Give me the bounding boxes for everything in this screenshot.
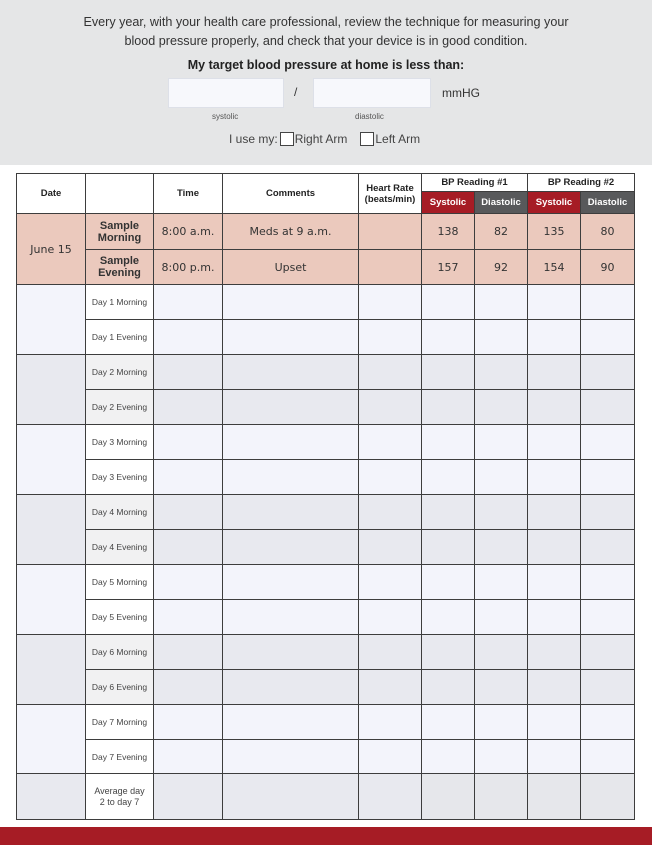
col-header-date: Date (17, 174, 86, 214)
sample-evening-label-line1: Sample (99, 255, 140, 267)
target-separator: / (294, 85, 298, 99)
right-arm-label: Right Arm (294, 132, 348, 146)
time-cell[interactable] (154, 705, 223, 740)
bp2-diastolic-header: Diastolic (581, 192, 635, 214)
target-diastolic-input[interactable] (313, 78, 431, 108)
day-5-evening-label: Day 5 Evening (86, 600, 154, 635)
time-cell[interactable] (154, 565, 223, 600)
target-bp-title: My target blood pressure at home is less than: (187, 58, 465, 72)
target-unit: mmHG (442, 86, 480, 100)
col-header-time: Time (154, 174, 223, 214)
average-bp2-systolic-cell[interactable] (528, 774, 581, 820)
day-1-date-cell[interactable] (17, 285, 86, 355)
average-label (86, 774, 154, 820)
bp2-diastolic-cell[interactable] (581, 425, 635, 460)
bp1-systolic-cell[interactable] (422, 460, 475, 495)
day-2-morning-row (17, 355, 635, 390)
bp2-diastolic-cell[interactable] (581, 740, 635, 774)
average-bp2-diastolic-cell[interactable] (581, 774, 635, 820)
day-1-morning-label: Day 1 Morning (86, 285, 154, 320)
bp1-systolic-cell[interactable] (422, 285, 475, 320)
sample-evening-bp2-diastolic: 90 (581, 250, 635, 285)
bp1-systolic-cell[interactable] (422, 565, 475, 600)
bp2-systolic-cell[interactable] (528, 285, 581, 320)
average-label-line2: 2 to day 7 (99, 796, 140, 807)
heart-rate-cell[interactable] (359, 390, 422, 425)
comment-cell[interactable] (223, 320, 359, 355)
average-bp1-diastolic-cell[interactable] (475, 774, 528, 820)
bp1-systolic-cell[interactable] (422, 495, 475, 530)
bp1-systolic-cell[interactable] (422, 600, 475, 635)
day-6-date-cell[interactable] (17, 635, 86, 705)
day-5-morning-label: Day 5 Morning (86, 565, 154, 600)
day-6-morning-label: Day 6 Morning (86, 635, 154, 670)
time-cell[interactable] (154, 740, 223, 774)
time-cell[interactable] (154, 600, 223, 635)
arm-prefix: I use my: (229, 132, 278, 146)
bp2-diastolic-cell[interactable] (581, 600, 635, 635)
comment-cell[interactable] (223, 355, 359, 390)
diastolic-sublabel: diastolic (355, 112, 384, 121)
day-4-morning-row (17, 495, 635, 530)
bp1-diastolic-cell[interactable] (475, 285, 528, 320)
day-2-evening-label: Day 2 Evening (86, 390, 154, 425)
bp1-systolic-cell[interactable] (422, 670, 475, 705)
bp1-diastolic-cell[interactable] (475, 320, 528, 355)
bp-log-table (16, 173, 635, 820)
day-3-morning-label: Day 3 Morning (86, 425, 154, 460)
heart-rate-cell[interactable] (359, 320, 422, 355)
bp1-diastolic-cell[interactable] (475, 565, 528, 600)
bp1-systolic-cell[interactable] (422, 530, 475, 565)
bp2-systolic-cell[interactable] (528, 320, 581, 355)
sample-morning-heart-rate (359, 214, 422, 250)
bp1-diastolic-cell[interactable] (475, 460, 528, 495)
comment-cell[interactable] (223, 705, 359, 740)
average-label-line1: Average day (94, 785, 145, 796)
heart-rate-cell[interactable] (359, 565, 422, 600)
bp2-diastolic-cell[interactable] (581, 530, 635, 565)
day-6-morning-row (17, 635, 635, 670)
time-cell[interactable] (154, 495, 223, 530)
sample-evening-comment: Upset (223, 250, 359, 285)
heart-rate-unit: (beats/min) (364, 193, 416, 205)
sample-morning-label (86, 214, 154, 250)
bp2-diastolic-cell[interactable] (581, 635, 635, 670)
left-arm-checkbox[interactable] (360, 132, 374, 146)
time-cell[interactable] (154, 285, 223, 320)
comment-cell[interactable] (223, 460, 359, 495)
comment-cell[interactable] (223, 285, 359, 320)
time-cell[interactable] (154, 425, 223, 460)
day-2-date-cell[interactable] (17, 355, 86, 425)
intro-line-2: blood pressure properly, and check that your device is in good condition. (124, 34, 528, 48)
col-header-bp1: BP Reading #1 (422, 174, 528, 192)
bp1-systolic-cell[interactable] (422, 355, 475, 390)
bp1-systolic-cell[interactable] (422, 705, 475, 740)
average-comment-cell (223, 774, 359, 820)
time-cell[interactable] (154, 460, 223, 495)
left-arm-label: Left Arm (375, 132, 421, 146)
sample-morning-bp2-systolic: 135 (528, 214, 581, 250)
day-5-date-cell[interactable] (17, 565, 86, 635)
bp2-systolic-cell[interactable] (528, 635, 581, 670)
bp1-systolic-cell[interactable] (422, 740, 475, 774)
bp2-systolic-cell[interactable] (528, 355, 581, 390)
day-3-date-cell[interactable] (17, 425, 86, 495)
heart-rate-title: Heart Rate (366, 182, 414, 194)
bp2-diastolic-cell[interactable] (581, 565, 635, 600)
comment-cell[interactable] (223, 495, 359, 530)
heart-rate-cell[interactable] (359, 285, 422, 320)
day-7-evening-row (17, 740, 635, 774)
bp1-diastolic-cell[interactable] (475, 670, 528, 705)
bp2-diastolic-cell[interactable] (581, 460, 635, 495)
col-header-heart-rate (359, 174, 422, 214)
time-cell[interactable] (154, 355, 223, 390)
sample-evening-time: 8:00 p.m. (154, 250, 223, 285)
bp2-diastolic-cell[interactable] (581, 285, 635, 320)
time-cell[interactable] (154, 670, 223, 705)
bp1-diastolic-cell[interactable] (475, 600, 528, 635)
day-5-evening-row (17, 600, 635, 635)
day-4-morning-label: Day 4 Morning (86, 495, 154, 530)
bp2-systolic-cell[interactable] (528, 600, 581, 635)
bp2-systolic-cell[interactable] (528, 530, 581, 565)
bp2-systolic-cell[interactable] (528, 565, 581, 600)
day-7-date-cell[interactable] (17, 705, 86, 774)
bp1-diastolic-cell[interactable] (475, 530, 528, 565)
heart-rate-cell[interactable] (359, 460, 422, 495)
col-header-bp2: BP Reading #2 (528, 174, 635, 192)
bp1-diastolic-cell[interactable] (475, 355, 528, 390)
bp2-systolic-cell[interactable] (528, 705, 581, 740)
average-row (17, 774, 635, 820)
heart-rate-cell[interactable] (359, 600, 422, 635)
day-7-morning-label: Day 7 Morning (86, 705, 154, 740)
sample-morning-row (17, 214, 635, 250)
sample-morning-comment: Meds at 9 a.m. (223, 214, 359, 250)
sample-evening-bp2-systolic: 154 (528, 250, 581, 285)
sample-date: June 15 (17, 214, 86, 285)
bp2-systolic-header: Systolic (528, 192, 581, 214)
target-systolic-input[interactable] (168, 78, 284, 108)
day-3-morning-row (17, 425, 635, 460)
sample-evening-bp1-diastolic: 92 (475, 250, 528, 285)
systolic-sublabel: systolic (212, 112, 239, 121)
bp2-diastolic-cell[interactable] (581, 670, 635, 705)
day-6-evening-label: Day 6 Evening (86, 670, 154, 705)
bp1-diastolic-cell[interactable] (475, 390, 528, 425)
bp2-diastolic-cell[interactable] (581, 495, 635, 530)
bp1-systolic-cell[interactable] (422, 425, 475, 460)
bp1-diastolic-header: Diastolic (475, 192, 528, 214)
bp1-systolic-cell[interactable] (422, 320, 475, 355)
footer-bar (0, 827, 652, 845)
comment-cell[interactable] (223, 670, 359, 705)
heart-rate-cell[interactable] (359, 705, 422, 740)
average-bp1-systolic-cell[interactable] (422, 774, 475, 820)
intro-text (0, 13, 652, 51)
heart-rate-cell[interactable] (359, 530, 422, 565)
time-cell[interactable] (154, 530, 223, 565)
bp2-diastolic-cell[interactable] (581, 320, 635, 355)
bp1-diastolic-cell[interactable] (475, 495, 528, 530)
bp1-diastolic-cell[interactable] (475, 425, 528, 460)
day-4-date-cell[interactable] (17, 495, 86, 565)
sample-morning-bp1-systolic: 138 (422, 214, 475, 250)
sample-evening-bp1-systolic: 157 (422, 250, 475, 285)
day-1-evening-row (17, 320, 635, 355)
bp2-systolic-cell[interactable] (528, 740, 581, 774)
bp2-diastolic-cell[interactable] (581, 390, 635, 425)
comment-cell[interactable] (223, 425, 359, 460)
bp2-diastolic-cell[interactable] (581, 355, 635, 390)
bp2-systolic-cell[interactable] (528, 495, 581, 530)
time-cell[interactable] (154, 390, 223, 425)
bp2-diastolic-cell[interactable] (581, 705, 635, 740)
heart-rate-cell[interactable] (359, 425, 422, 460)
sample-evening-label (86, 250, 154, 285)
average-time-cell (154, 774, 223, 820)
bp2-systolic-cell[interactable] (528, 670, 581, 705)
day-3-evening-label: Day 3 Evening (86, 460, 154, 495)
sample-morning-label-line2: Morning (97, 231, 142, 244)
col-header-session (86, 174, 154, 214)
heart-rate-cell[interactable] (359, 355, 422, 390)
average-date-cell (17, 774, 86, 820)
bp1-systolic-cell[interactable] (422, 635, 475, 670)
heart-rate-cell[interactable] (359, 635, 422, 670)
bp1-diastolic-cell[interactable] (475, 740, 528, 774)
right-arm-checkbox[interactable] (280, 132, 294, 146)
comment-cell[interactable] (223, 740, 359, 774)
bp2-systolic-cell[interactable] (528, 425, 581, 460)
comment-cell[interactable] (223, 390, 359, 425)
day-7-evening-label: Day 7 Evening (86, 740, 154, 774)
sample-evening-row (17, 250, 635, 285)
day-2-evening-row (17, 390, 635, 425)
bp1-diastolic-cell[interactable] (475, 635, 528, 670)
bp1-systolic-header: Systolic (422, 192, 475, 214)
sample-morning-time: 8:00 a.m. (154, 214, 223, 250)
sample-evening-label-line2: Evening (98, 267, 141, 279)
sample-morning-label-line1: Sample (99, 219, 140, 232)
sample-morning-bp1-diastolic: 82 (475, 214, 528, 250)
day-5-morning-row (17, 565, 635, 600)
time-cell[interactable] (154, 635, 223, 670)
comment-cell[interactable] (223, 530, 359, 565)
heart-rate-cell[interactable] (359, 495, 422, 530)
arm-selection (229, 131, 420, 147)
day-7-morning-row (17, 705, 635, 740)
day-1-morning-row (17, 285, 635, 320)
intro-line-1: Every year, with your health care professional, review the technique for measuring your (83, 15, 569, 29)
time-cell[interactable] (154, 320, 223, 355)
col-header-comments: Comments (223, 174, 359, 214)
day-6-evening-row (17, 670, 635, 705)
bp2-systolic-cell[interactable] (528, 460, 581, 495)
day-4-evening-label: Day 4 Evening (86, 530, 154, 565)
day-2-morning-label: Day 2 Morning (86, 355, 154, 390)
day-4-evening-row (17, 530, 635, 565)
comment-cell[interactable] (223, 635, 359, 670)
sample-evening-heart-rate (359, 250, 422, 285)
day-3-evening-row (17, 460, 635, 495)
heart-rate-cell[interactable] (359, 670, 422, 705)
instructions-panel (0, 0, 652, 165)
bp2-systolic-cell[interactable] (528, 390, 581, 425)
average-heart-rate-cell[interactable] (359, 774, 422, 820)
bp1-systolic-cell[interactable] (422, 390, 475, 425)
sample-morning-bp2-diastolic: 80 (581, 214, 635, 250)
day-1-evening-label: Day 1 Evening (86, 320, 154, 355)
bp1-diastolic-cell[interactable] (475, 705, 528, 740)
comment-cell[interactable] (223, 565, 359, 600)
heart-rate-cell[interactable] (359, 740, 422, 774)
comment-cell[interactable] (223, 600, 359, 635)
